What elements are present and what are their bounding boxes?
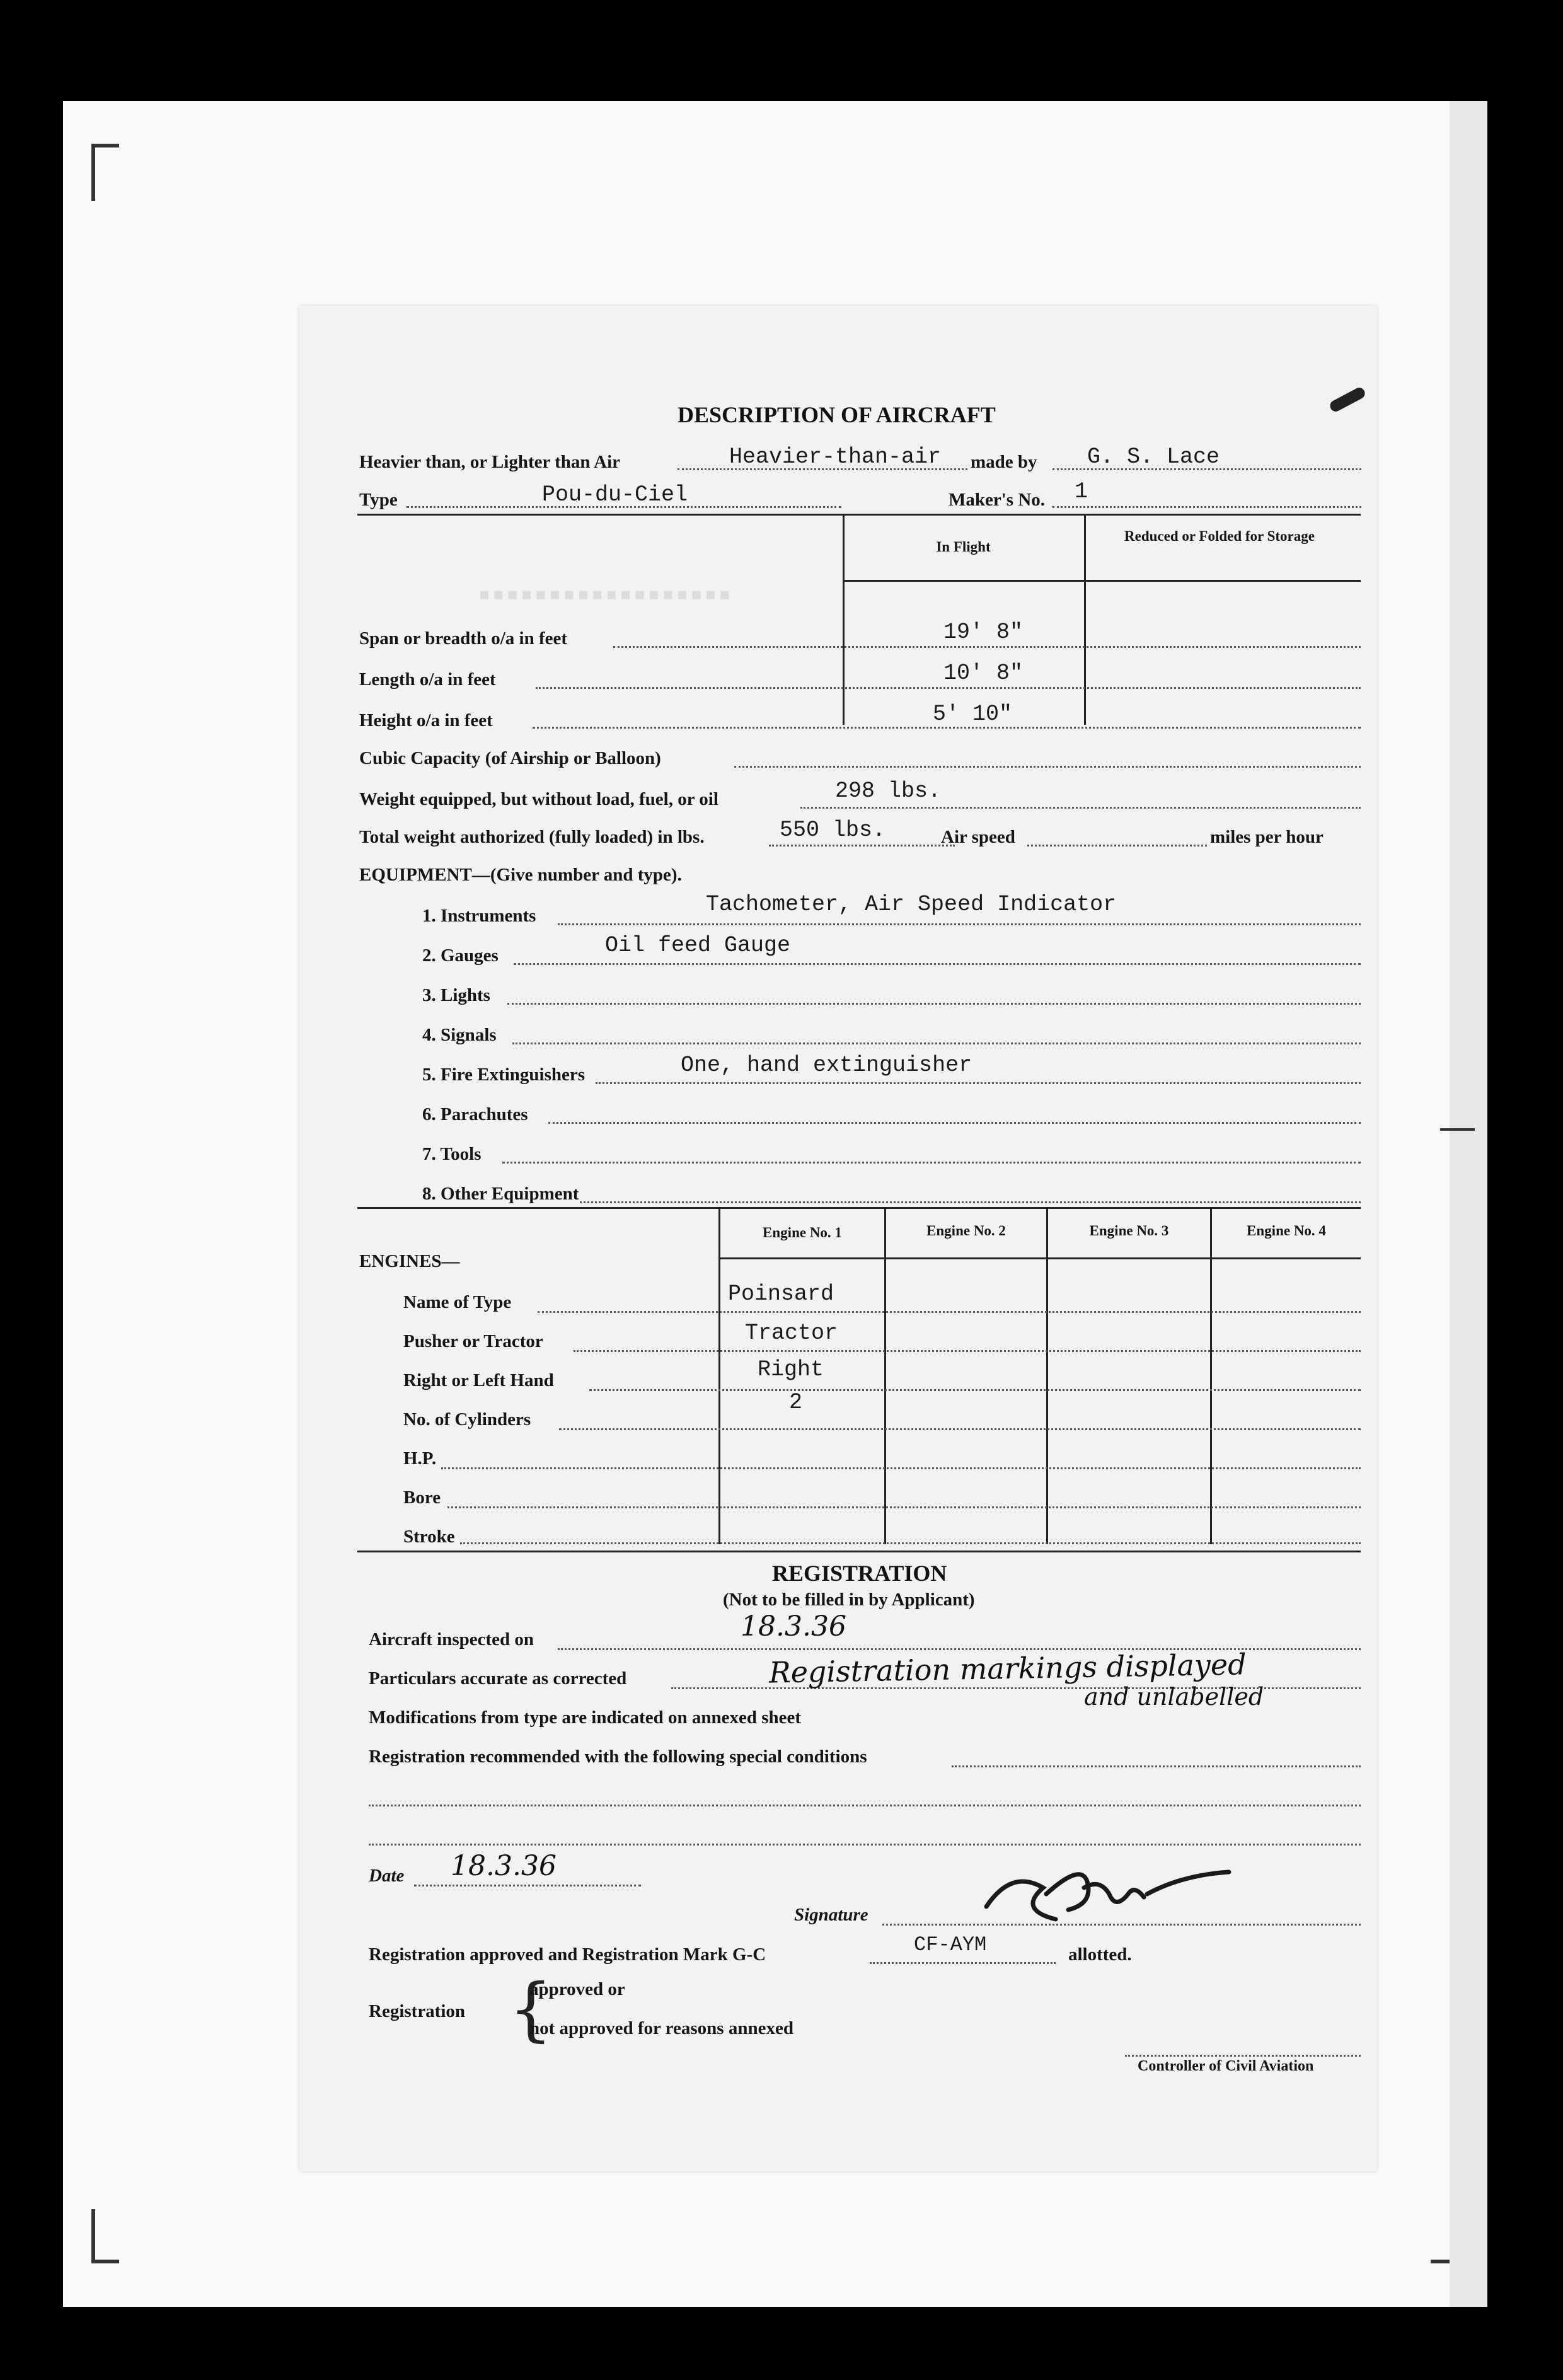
inspected-label: Aircraft inspected on	[369, 1629, 534, 1649]
controller-label: Controller of Civil Aviation	[1138, 2058, 1314, 2074]
engine-stroke-label: Stroke	[403, 1527, 455, 1547]
weight-equipped-label: Weight equipped, but without load, fuel, or oil	[359, 789, 718, 809]
engine-name-label: Name of Type	[403, 1292, 512, 1312]
recommended-line-1	[952, 1765, 1361, 1767]
recommended-line-2	[369, 1805, 1361, 1806]
engine-bore-line	[447, 1506, 1361, 1508]
recommended-line-3	[369, 1844, 1361, 1846]
equipment-heading: EQUIPMENT—(Give number and type).	[359, 865, 682, 885]
equipment-parachutes-line	[548, 1122, 1361, 1124]
mark-line	[870, 1962, 1056, 1964]
cubic-capacity-label: Cubic Capacity (of Airship or Balloon)	[359, 748, 661, 768]
engine-cylinders-value: 2	[789, 1390, 803, 1415]
engine-hand-line	[589, 1389, 1361, 1391]
weight-equipped-value: 298 lbs.	[835, 778, 942, 804]
engine-col-1: Engine No. 1	[763, 1225, 842, 1240]
engine-col-4: Engine No. 4	[1247, 1223, 1326, 1239]
registration-mark-value: CF-AYM	[914, 1933, 987, 1956]
col-in-flight: In Flight	[936, 539, 991, 555]
makers-no-line	[1053, 506, 1361, 508]
equipment-tools-line	[502, 1162, 1361, 1164]
height-label: Height o/a in feet	[359, 710, 493, 731]
recommended-label: Registration recommended with the following special conditions	[369, 1747, 867, 1767]
makers-no-label: Maker's No.	[949, 490, 1046, 510]
engine-hand-value: Right	[758, 1357, 824, 1382]
form-title: DESCRIPTION OF AIRCRAFT	[678, 402, 996, 427]
type-label: Type	[359, 490, 398, 510]
engine-pusher-value: Tractor	[745, 1320, 838, 1346]
equipment-lights-line	[507, 1003, 1361, 1005]
col-reduced-folded: Reduced or Folded for Storage	[1124, 528, 1315, 544]
date-line	[414, 1885, 641, 1886]
equipment-signals-label: 4. Signals	[422, 1025, 497, 1045]
length-label: Length o/a in feet	[359, 669, 496, 690]
height-value: 5' 10"	[933, 702, 1013, 727]
option-not-approved: not approved for reasons annexed	[529, 2018, 793, 2038]
signature-label: Signature	[794, 1905, 868, 1925]
span-label: Span or breadth o/a in feet	[359, 628, 568, 649]
option-approved: approved or	[529, 1979, 625, 1999]
engine-name-line	[538, 1311, 1361, 1313]
dimensions-top-rule	[357, 514, 1361, 516]
engine-stroke-line	[460, 1542, 1361, 1544]
particulars-label: Particulars accurate as corrected	[369, 1668, 627, 1689]
dimensions-header-rule	[843, 580, 1361, 582]
engine-col-3: Engine No. 3	[1089, 1223, 1169, 1239]
equipment-extinguishers-value: One, hand extinguisher	[681, 1053, 972, 1078]
controller-line	[1125, 2055, 1361, 2057]
heavier-lighter-value: Heavier-than-air	[729, 444, 942, 470]
engine-hp-label: H.P.	[403, 1448, 437, 1469]
engine-col-2: Engine No. 2	[926, 1223, 1006, 1239]
equipment-other-label: 8. Other Equipment	[422, 1184, 579, 1204]
length-line	[536, 687, 1361, 689]
engine-hand-label: Right or Left Hand	[403, 1370, 554, 1390]
engine-cylinders-label: No. of Cylinders	[403, 1409, 531, 1430]
engine-cylinders-line	[559, 1428, 1361, 1430]
equipment-extinguishers-line	[596, 1082, 1361, 1084]
span-line	[613, 646, 1361, 648]
engines-heading: ENGINES—	[359, 1251, 460, 1271]
makers-no-value: 1	[1075, 479, 1088, 504]
type-value: Pou-du-Ciel	[542, 482, 688, 507]
engines-bottom-rule	[357, 1551, 1361, 1552]
crop-mark-bottom-left	[91, 2209, 119, 2263]
made-by-label: made by	[971, 452, 1037, 472]
dimensions-divider-2	[1084, 514, 1086, 725]
film-edge-right	[1450, 101, 1487, 2307]
date-label: Date	[369, 1866, 405, 1886]
heavier-lighter-label: Heavier than, or Lighter than Air	[359, 452, 621, 472]
weight-equipped-line	[800, 807, 1361, 809]
date-value: 18.3.36	[451, 1850, 557, 1882]
particulars-value-line2: and unlabelled	[1084, 1683, 1264, 1711]
span-value: 19' 8"	[943, 620, 1024, 645]
height-line	[533, 727, 1361, 729]
crop-mark-top-left	[91, 144, 119, 201]
aircraft-form-sheet	[299, 306, 1377, 2171]
equipment-gauges-value: Oil feed Gauge	[605, 933, 791, 958]
modifications-label: Modifications from type are indicated on annexed sheet	[369, 1707, 802, 1728]
engines-header-rule	[718, 1257, 1361, 1259]
equipment-instruments-label: 1. Instruments	[422, 906, 536, 926]
length-value: 10' 8"	[943, 661, 1024, 686]
equipment-instruments-line	[558, 923, 1361, 925]
air-speed-line	[1027, 845, 1207, 846]
signature-mark	[974, 1850, 1238, 1938]
ink-mark-right-edge	[1440, 1128, 1475, 1131]
engine-bore-label: Bore	[403, 1488, 441, 1508]
equipment-gauges-label: 2. Gauges	[422, 945, 499, 966]
equipment-parachutes-label: 6. Parachutes	[422, 1104, 528, 1124]
equipment-other-line	[580, 1201, 1361, 1203]
equipment-lights-label: 3. Lights	[422, 985, 490, 1005]
engine-name-value: Poinsard	[728, 1281, 834, 1307]
registration-heading: REGISTRATION	[772, 1561, 947, 1586]
made-by-value: G. S. Lace	[1087, 444, 1220, 470]
equipment-tools-label: 7. Tools	[422, 1144, 482, 1164]
equipment-instruments-value: Tachometer, Air Speed Indicator	[706, 892, 1117, 917]
air-speed-label: Air speed	[941, 827, 1015, 847]
total-weight-line	[769, 845, 955, 846]
total-weight-label: Total weight authorized (fully loaded) in lbs.	[359, 827, 705, 847]
equipment-signals-line	[512, 1043, 1361, 1044]
total-weight-value: 550 lbs.	[780, 817, 886, 843]
approved-label: Registration approved and Registration Mark G-C	[369, 1944, 766, 1965]
mph-label: miles per hour	[1210, 827, 1324, 847]
allotted-label: allotted.	[1068, 1944, 1132, 1965]
engine-hp-line	[441, 1467, 1361, 1469]
reverse-side-show-through: ▪▪▪▪▪▪▪▪▪▪▪▪▪▪▪▪▪▪	[476, 577, 730, 613]
equipment-extinguishers-label: 5. Fire Extinguishers	[422, 1065, 585, 1085]
engine-pusher-label: Pusher or Tractor	[403, 1331, 543, 1351]
engine-pusher-line	[574, 1350, 1361, 1352]
equipment-gauges-line	[514, 963, 1361, 965]
inspected-value: 18.3.36	[741, 1610, 846, 1643]
particulars-value-line1: Registration markings displayed	[768, 1647, 1247, 1690]
registration-subheading: (Not to be filled in by Applicant)	[723, 1590, 975, 1610]
registration-brace: {	[509, 1968, 553, 2049]
cubic-capacity-line	[734, 766, 1361, 768]
registration-label: Registration	[369, 2001, 466, 2021]
